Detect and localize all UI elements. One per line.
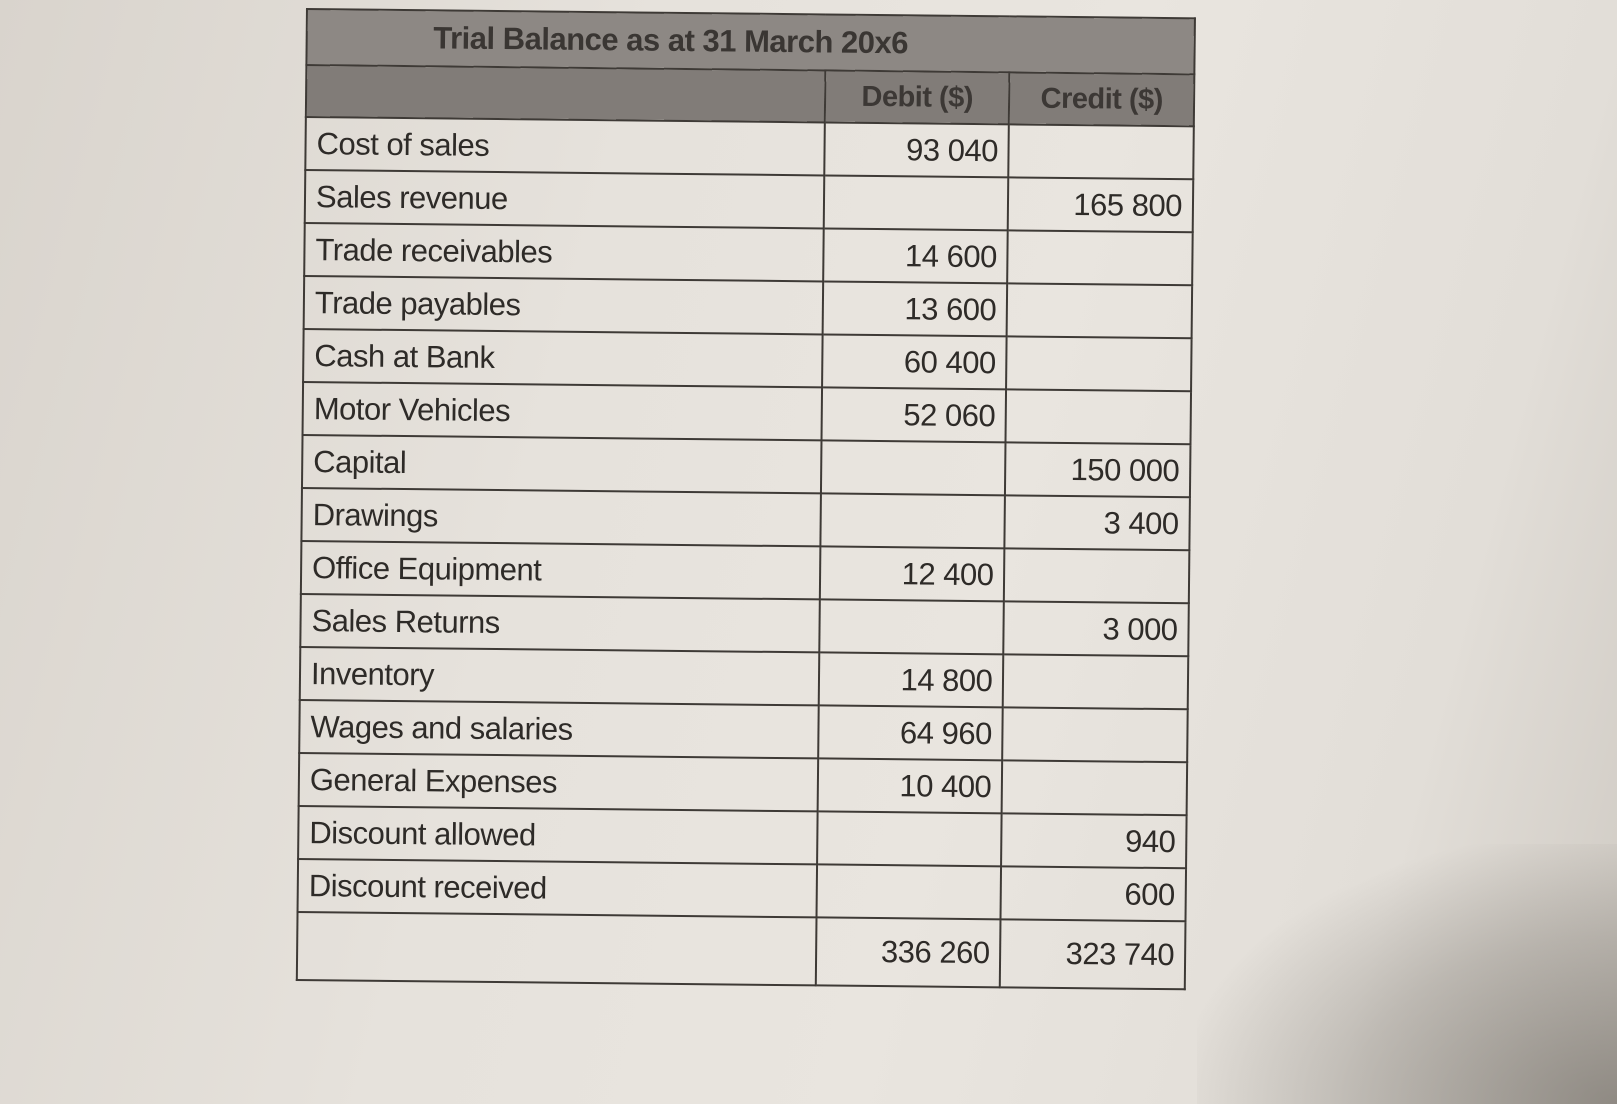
title-row xyxy=(306,9,1195,74)
table-row xyxy=(302,435,1191,497)
table-row xyxy=(301,488,1190,550)
debit-amount: 10 400 xyxy=(817,758,1002,813)
table-row xyxy=(303,382,1192,444)
document-sheet xyxy=(296,8,1196,990)
total-debit: 336 260 xyxy=(816,917,1001,987)
header-debit: Debit ($) xyxy=(825,70,1010,124)
credit-amount xyxy=(1007,283,1192,338)
credit-amount xyxy=(1003,707,1188,762)
debit-amount: 14 800 xyxy=(819,652,1004,707)
debit-amount: 13 600 xyxy=(822,281,1007,336)
header-credit: Credit ($) xyxy=(1009,72,1194,126)
debit-amount xyxy=(820,493,1005,548)
account-name: Inventory xyxy=(300,647,819,705)
debit-amount xyxy=(821,440,1006,495)
account-name: Discount allowed xyxy=(298,806,817,864)
account-name: Discount received xyxy=(298,859,817,917)
account-name: Cash at Bank xyxy=(303,329,822,387)
table-row xyxy=(303,329,1192,391)
total-credit: 323 740 xyxy=(1000,919,1185,989)
credit-amount xyxy=(1006,389,1191,444)
debit-amount: 14 600 xyxy=(823,228,1008,283)
totals-label xyxy=(297,912,817,985)
table-row xyxy=(304,223,1193,285)
credit-amount: 3 000 xyxy=(1004,601,1189,656)
account-name: Trade receivables xyxy=(304,223,823,281)
account-name: Capital xyxy=(302,435,821,493)
table-title: Trial Balance as at 31 March 20x6 xyxy=(306,9,1195,74)
credit-amount: 940 xyxy=(1001,813,1186,868)
credit-amount: 3 400 xyxy=(1005,495,1190,550)
table-row xyxy=(304,276,1193,338)
account-name: Trade payables xyxy=(304,276,823,334)
credit-amount xyxy=(1002,760,1187,815)
credit-amount: 165 800 xyxy=(1008,177,1193,232)
debit-amount xyxy=(816,864,1001,919)
table-row xyxy=(305,170,1194,232)
credit-amount xyxy=(1006,336,1191,391)
photo-shadow xyxy=(1197,844,1617,1104)
account-name: Office Equipment xyxy=(301,541,820,599)
account-name: General Expenses xyxy=(299,753,818,811)
table-row xyxy=(300,647,1189,709)
table-row xyxy=(300,594,1189,656)
credit-amount xyxy=(1004,548,1189,603)
credit-amount xyxy=(1003,654,1188,709)
debit-amount xyxy=(824,175,1009,230)
table-row xyxy=(301,541,1190,603)
credit-amount: 150 000 xyxy=(1005,442,1190,497)
header-row xyxy=(306,65,1194,126)
account-name: Sales Returns xyxy=(300,594,819,652)
table-row xyxy=(305,117,1194,179)
totals-row xyxy=(297,912,1186,989)
account-name: Cost of sales xyxy=(305,117,824,175)
debit-amount: 52 060 xyxy=(821,387,1006,442)
debit-amount xyxy=(817,811,1002,866)
debit-amount: 12 400 xyxy=(820,546,1005,601)
account-name: Sales revenue xyxy=(305,170,824,228)
account-name: Motor Vehicles xyxy=(303,382,822,440)
table-row xyxy=(298,859,1187,921)
debit-amount: 64 960 xyxy=(818,705,1003,760)
debit-amount: 93 040 xyxy=(824,122,1009,177)
trial-balance-table xyxy=(296,8,1196,990)
credit-amount xyxy=(1009,124,1194,179)
debit-amount: 60 400 xyxy=(822,334,1007,389)
header-account xyxy=(306,65,825,122)
table-row xyxy=(299,700,1188,762)
table-row xyxy=(299,753,1188,815)
table-row xyxy=(298,806,1187,868)
credit-amount: 600 xyxy=(1001,866,1186,921)
account-name: Drawings xyxy=(301,488,820,546)
credit-amount xyxy=(1008,230,1193,285)
debit-amount xyxy=(819,599,1004,654)
account-name: Wages and salaries xyxy=(299,700,818,758)
